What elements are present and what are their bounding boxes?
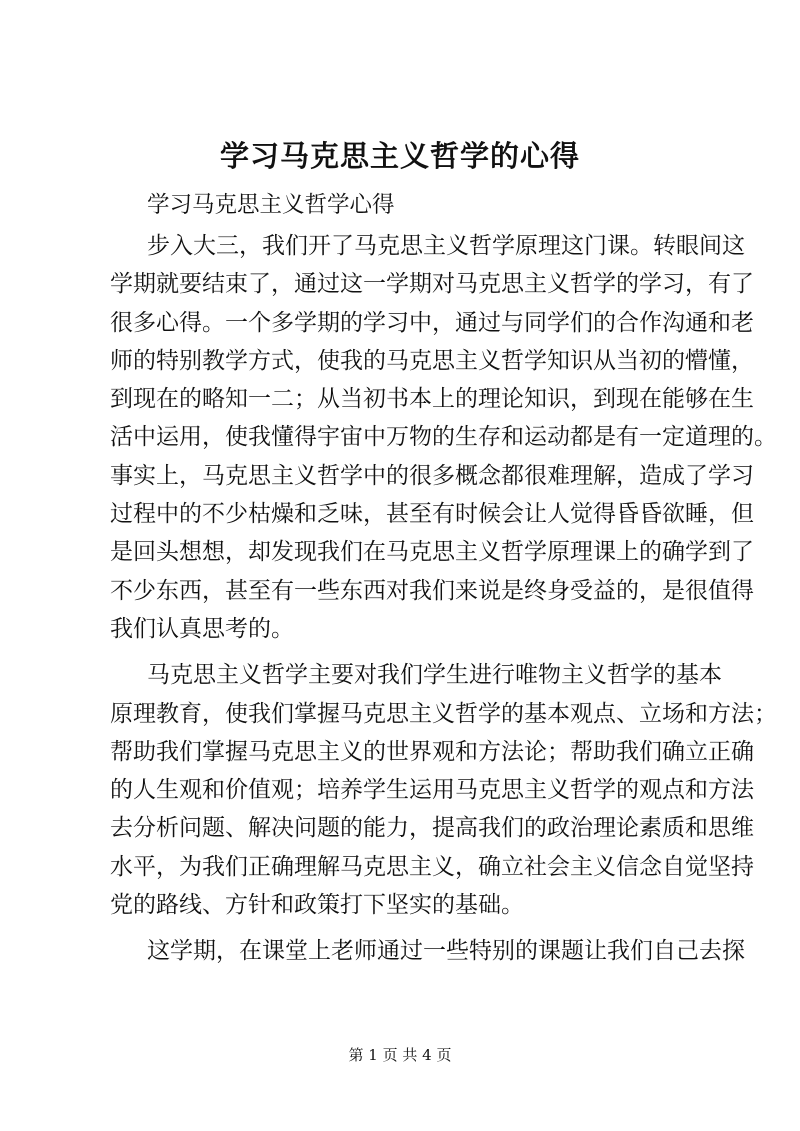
document-title: 学习马克思主义哲学的心得 — [219, 139, 580, 173]
text-line: 过程中的不少枯燥和乏味，甚至有时候会让人觉得昏昏欲睡，但 — [110, 501, 754, 528]
text-line: 水平，为我们正确理解马克思主义，确立社会主义信念自觉坚持 — [110, 853, 754, 880]
text-line: 很多心得。一个多学期的学习中，通过与同学们的合作沟通和老 — [110, 309, 754, 336]
text-line: 马克思主义哲学主要对我们学生进行唯物主义哲学的基本 — [147, 662, 722, 689]
text-line: 我们认真思考的。 — [110, 615, 294, 642]
text-line: 原理教育，使我们掌握马克思主义哲学的基本观点、立场和方法； — [110, 700, 777, 727]
text-line: 是回头想想，却发现我们在马克思主义哲学原理课上的确学到了 — [110, 539, 754, 566]
text-line: 这学期，在课堂上老师通过一些特别的课题让我们自己去探 — [147, 938, 745, 965]
text-line: 党的路线、方针和政策打下坚实的基础。 — [110, 892, 524, 919]
text-line: 到现在的略知一二；从当初书本上的理论知识，到现在能够在生 — [110, 386, 754, 413]
text-line: 不少东西，甚至有一些东西对我们来说是终身受益的，是很值得 — [110, 577, 754, 604]
page-footer: 第 1 页 共 4 页 — [348, 1046, 452, 1064]
text-line: 活中运用，使我懂得宇宙中万物的生存和运动都是有一定道理的。 — [110, 424, 777, 451]
text-line: 的人生观和价值观；培养学生运用马克思主义哲学的观点和方法 — [110, 777, 754, 804]
text-line: 步入大三，我们开了马克思主义哲学原理这门课。转眼间这 — [147, 233, 745, 259]
text-line: 帮助我们掌握马克思主义的世界观和方法论；帮助我们确立正确 — [110, 738, 754, 765]
document-body — [110, 227, 777, 971]
text-line: 事实上，马克思主义哲学中的很多概念都很难理解，造成了学习 — [110, 462, 754, 489]
text-line: 学期就要结束了，通过这一学期对马克思主义哲学的学习，有了 — [110, 271, 754, 298]
document-subtitle: 学习马克思主义哲学心得 — [147, 192, 395, 218]
text-line: 师的特别教学方式，使我的马克思主义哲学知识从当初的懵懂， — [110, 347, 754, 374]
text-line: 去分析问题、解决问题的能力，提高我们的政治理论素质和思维 — [110, 815, 754, 842]
